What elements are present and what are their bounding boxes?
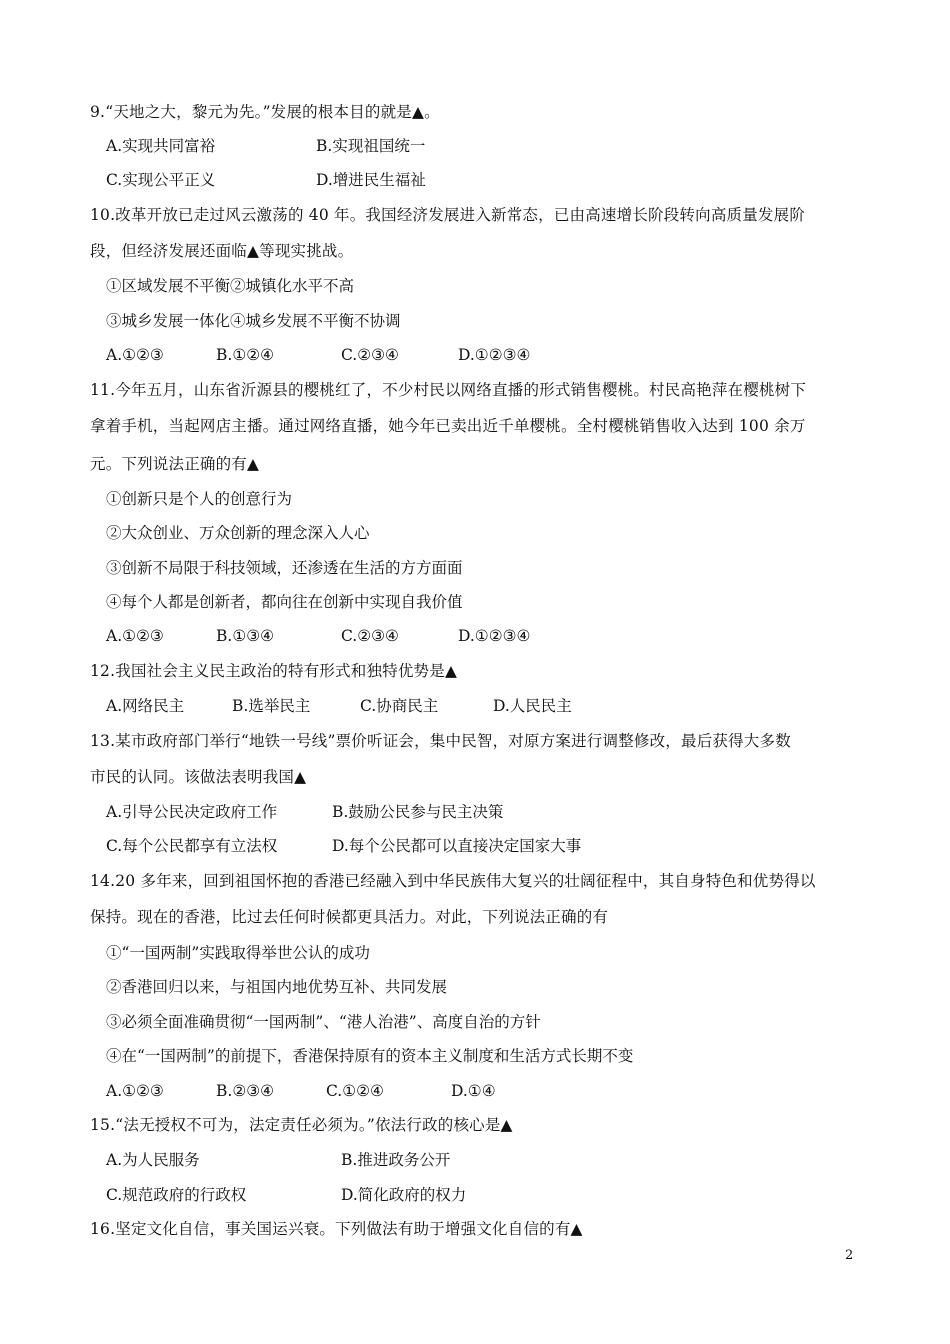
q11-stem-line3: 元。下列说法正确的有▲ xyxy=(90,455,260,473)
q16-stem: 16.坚定文化自信，事关国运兴衰。下列做法有助于增强文化自信的有▲ xyxy=(90,1220,583,1238)
q10-stem-line2: 段，但经济发展还面临▲等现实挑战。 xyxy=(90,242,354,260)
q9-stem: 9.“天地之大，黎元为先。”发展的根本目的就是▲。 xyxy=(90,103,440,121)
q14-option-b: B.②③④ xyxy=(216,1082,275,1100)
q15-stem: 15.“法无授权不可为，法定责任必须为。”依法行政的核心是▲ xyxy=(90,1116,513,1134)
q12-option-c: C.协商民主 xyxy=(360,697,439,715)
q15-option-a: A.为人民服务 xyxy=(106,1151,200,1169)
q14-stem-line1: 14.20 多年来，回到祖国怀抱的香港已经融入到中华民族伟大复兴的壮阔征程中，其自身特色和优势得以 xyxy=(90,872,816,890)
q10-items-line1: ①区域发展不平衡②城镇化水平不高 xyxy=(106,277,355,295)
q13-option-d: D.每个公民都可以直接决定国家大事 xyxy=(332,837,582,855)
q11-option-b: B.①③④ xyxy=(216,627,275,645)
q9-option-a: A.实现共同富裕 xyxy=(106,137,216,155)
page-number: 2 xyxy=(845,1248,854,1263)
q11-option-a: A.①②③ xyxy=(106,627,164,645)
q13-option-b: B.鼓励公民参与民主决策 xyxy=(332,803,504,821)
q9-option-b: B.实现祖国统一 xyxy=(316,137,426,155)
q11-item-3: ③创新不局限于科技领域，还渗透在生活的方方面面 xyxy=(106,559,463,577)
q12-option-a: A.网络民主 xyxy=(106,697,185,715)
q10-stem-line1: 10.改革开放已走过风云激荡的 40 年。我国经济发展进入新常态，已由高速增长阶段转向高质量发展阶 xyxy=(90,206,806,224)
q11-stem-line2: 拿着手机，当起网店主播。通过网络直播，她今年已卖出近千单樱桃。全村樱桃销售收入达到 100 余万 xyxy=(90,417,806,435)
q11-item-4: ④每个人都是创新者，都向往在创新中实现自我价值 xyxy=(106,593,463,611)
q13-stem-line1: 13.某市政府部门举行“地铁一号线”票价听证会，集中民智，对原方案进行调整修改，最后获得大多数 xyxy=(90,732,791,750)
q11-item-2: ②大众创业、万众创新的理念深入人心 xyxy=(106,524,370,542)
q12-stem: 12.我国社会主义民主政治的特有形式和独特优势是▲ xyxy=(90,662,458,680)
q12-option-b: B.选举民主 xyxy=(232,697,311,715)
q14-option-c: C.①②④ xyxy=(326,1082,384,1100)
q11-option-c: C.②③④ xyxy=(341,627,399,645)
q14-item-2: ②香港回归以来，与祖国内地优势互补、共同发展 xyxy=(106,978,448,996)
q14-item-3: ③必须全面准确贯彻“一国两制”、“港人治港”、高度自治的方针 xyxy=(106,1013,541,1031)
q14-option-a: A.①②③ xyxy=(106,1082,164,1100)
q13-stem-line2: 市民的认同。该做法表明我国▲ xyxy=(90,768,307,786)
q10-items-line2: ③城乡发展一体化④城乡发展不平衡不协调 xyxy=(106,312,401,330)
q13-option-c: C.每个公民都享有立法权 xyxy=(106,837,278,855)
q9-option-c: C.实现公平正义 xyxy=(106,171,216,189)
q10-option-a: A.①②③ xyxy=(106,346,164,364)
q10-option-d: D.①②③④ xyxy=(458,346,531,364)
q10-option-b: B.①②④ xyxy=(216,346,275,364)
q14-item-4: ④在“一国两制”的前提下，香港保持原有的资本主义制度和生活方式长期不变 xyxy=(106,1047,634,1065)
q15-option-c: C.规范政府的行政权 xyxy=(106,1186,247,1204)
q10-option-c: C.②③④ xyxy=(341,346,399,364)
q9-option-d: D.增进民生福祉 xyxy=(316,171,426,189)
q11-item-1: ①创新只是个人的创意行为 xyxy=(106,490,293,508)
q14-option-d: D.①④ xyxy=(451,1082,496,1100)
q14-item-1: ①“一国两制”实践取得举世公认的成功 xyxy=(106,944,370,962)
q11-option-d: D.①②③④ xyxy=(458,627,531,645)
q14-stem-line2: 保持。现在的香港，比过去任何时候都更具活力。对此，下列说法正确的有 xyxy=(90,908,609,926)
q12-option-d: D.人民民主 xyxy=(493,697,572,715)
q11-stem-line1: 11.今年五月，山东省沂源县的樱桃红了，不少村民以网络直播的形式销售樱桃。村民高艳萍在樱桃树下 xyxy=(90,381,807,399)
q13-option-a: A.引导公民决定政府工作 xyxy=(106,803,278,821)
q15-option-d: D.简化政府的权力 xyxy=(341,1186,467,1204)
q15-option-b: B.推进政务公开 xyxy=(341,1151,451,1169)
